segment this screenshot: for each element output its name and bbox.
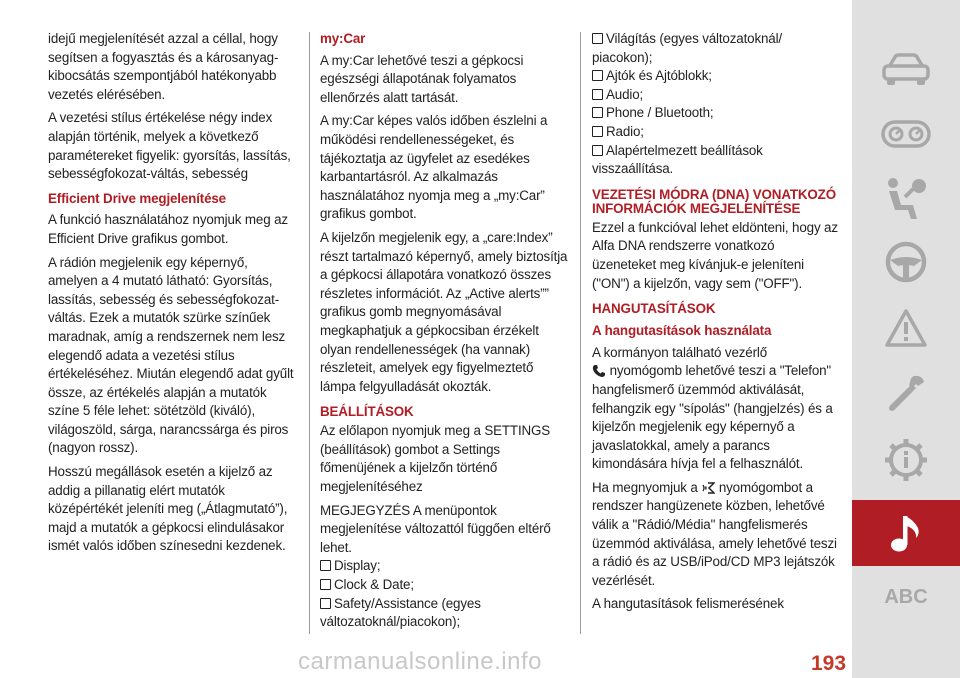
subheading-voice-usage: A hangutasítások használata <box>592 323 772 339</box>
page-number: 193 <box>811 652 847 675</box>
watermark: carmanualsonline.info <box>298 648 542 675</box>
voice-command-icon <box>701 481 715 495</box>
paragraph: A rádión megjelenik egy képernyő, amelyen a 4 mutató látható: Gyorsítás, lassítás, sebesség és sebességfokozat-váltás. Ezek a mutatók szürke színűek maradnak, amíg a rendszernek nem lesz elegendő adata a vezetési stílus értékeléséhez. Miután elegendő adat gyűlt össze, az értékelés alapján a mutatók színe 5 féle lehet: sötétzöld (kiváló), világoszöld, sárga, narancssárga és piros (nagyon rossz). <box>48 254 294 456</box>
column-divider <box>309 32 310 634</box>
checkbox-bullet-icon <box>592 145 603 156</box>
list-item: Radio; <box>592 123 842 142</box>
paragraph: Ha megnyomjuk a nyomógombot a rendszer hangüzenete közben, lehetővé válik a "Rádió/Média" hangfelismerés üzemmód aktiválása, amely lehetővé teszi a rádió és az USB/iPod/CD MP3 lejátszók vezérlését. <box>592 479 837 588</box>
list-item: Alapértelmezett beállítások visszaállítása. <box>592 142 763 177</box>
heading-settings: BEÁLLÍTÁSOK <box>320 404 414 420</box>
column-2 <box>320 30 572 638</box>
warning-triangle-icon[interactable] <box>876 302 936 354</box>
chapter-sidebar <box>852 0 960 678</box>
paragraph: A my:Car képes valós időben észlelni a működési rendellenességeket, és tájékoztatja az ügyfelet az esedékes karbantartásról. Az alkalmazás használatához nyomja meg a „my:Car” grafikus gombot. <box>320 113 548 222</box>
dashboard-gauges-icon[interactable] <box>876 108 936 160</box>
checkbox-bullet-icon <box>592 89 603 100</box>
wrench-icon[interactable] <box>876 368 936 420</box>
music-note-icon[interactable] <box>876 507 936 559</box>
phone-icon <box>592 364 606 378</box>
paragraph: A hangutasítások felismerésének <box>592 596 784 612</box>
checkbox-bullet-icon <box>592 70 603 81</box>
list-item: Clock & Date; <box>320 576 572 595</box>
index-abc-label[interactable]: ABC <box>884 586 928 608</box>
paragraph: Az előlapon nyomjuk meg a SETTINGS (beállítások) gombot a Settings főmenüjének a kijelzőn történő megjelenítéséhez <box>320 423 551 495</box>
checkbox-bullet-icon <box>592 126 603 137</box>
paragraph: Ezzel a funkcióval lehet eldönteni, hogy az Alfa DNA rendszerre vonatkozó üzeneteket meg kívánjuk-e jeleníteni ("ON") a kijelzőn, vagy sem ("OFF"). <box>592 219 838 291</box>
checkbox-bullet-icon <box>320 598 331 609</box>
checkbox-bullet-icon <box>320 579 331 590</box>
checkbox-bullet-icon <box>320 560 331 571</box>
settings-list-continued <box>592 30 842 179</box>
paragraph: A my:Car lehetővé teszi a gépkocsi egészségi állapotának folyamatos ellenőrzés alatt tartását. <box>320 52 524 105</box>
car-icon[interactable] <box>876 44 936 96</box>
checkbox-bullet-icon <box>592 33 603 44</box>
paragraph: A vezetési stílus értékelése négy index alapján történik, melyek a következő paramétereket figyelik: gyorsítás, lassítás, sebességfokozat-váltás, sebesség <box>48 110 291 182</box>
list-item: Világítás (egyes változatoknál/ piacokon); <box>592 31 782 65</box>
list-item: Display; <box>320 557 572 576</box>
seated-passenger-airbag-icon[interactable] <box>876 172 936 224</box>
list-item: Phone / Bluetooth; <box>592 104 842 123</box>
subheading-mycar: my:Car <box>320 31 366 46</box>
subheading-efficient-drive: Efficient Drive megjelenítése <box>48 190 226 206</box>
paragraph: A kormányon található vezérlő nyomógomb lehetővé teszi a "Telefon" hangfelismerő üzemmód aktiválását, felhangzik egy "sípolás" (hangjelzés) és a kijelzőn megjelenik egy képernyő a javaslatokkal, amely a parancs kimondására hívja fel a felhasználót. <box>592 344 833 472</box>
info-gear-icon[interactable] <box>876 434 936 486</box>
note-paragraph: MEGJEGYZÉS A menüpontok megjelenítése változattól függően eltérő lehet. <box>320 502 551 555</box>
column-divider <box>580 32 581 634</box>
steering-wheel-icon[interactable] <box>876 236 936 288</box>
paragraph: A kijelzőn megjelenik egy, a „care:Index” részt tartalmazó képernyő, amely biztosítja a gépkocsi állapotára vonatkozó összes részletes információt. Az „Active alerts”” grafikus gomb megnyomásával megkaphatjuk a gépkocsiban érzékelt olyan rendellenességek (ha vannak) részleteit, amelyek egy figyelmeztető lámpa felgyulladását okozták. <box>320 229 568 394</box>
heading-voice-commands: HANGUTASÍTÁSOK <box>592 301 716 317</box>
list-item: Ajtók és Ajtóblokk; <box>592 67 842 86</box>
checkbox-bullet-icon <box>592 107 603 118</box>
heading-dna: VEZETÉSI MÓDRA (DNA) VONATKOZÓ INFORMÁCIÓK MEGJELENÍTÉSE <box>592 186 836 216</box>
paragraph: idejű megjelenítését azzal a céllal, hogy segítsen a fogyasztás és a károsanyag-kibocsátás szempontjából hatékonyabb vezetés elérésében. <box>48 31 279 102</box>
column-3 <box>592 30 842 638</box>
paragraph: A funkció használatához nyomjuk meg az Efficient Drive grafikus gombot. <box>48 212 288 246</box>
settings-list <box>320 557 572 631</box>
column-1 <box>48 30 298 638</box>
list-item: Safety/Assistance (egyes változatoknál/piacokon); <box>320 595 481 630</box>
list-item: Audio; <box>592 86 842 105</box>
paragraph: Hosszú megállások esetén a kijelző az addig a pillanatig elért mutatók középértékét jeleníti meg („Átlagmutató”), majd a mutatók a gépkocsi elindulásakor ismét valós időben színesedni kezdenek. <box>48 464 288 554</box>
